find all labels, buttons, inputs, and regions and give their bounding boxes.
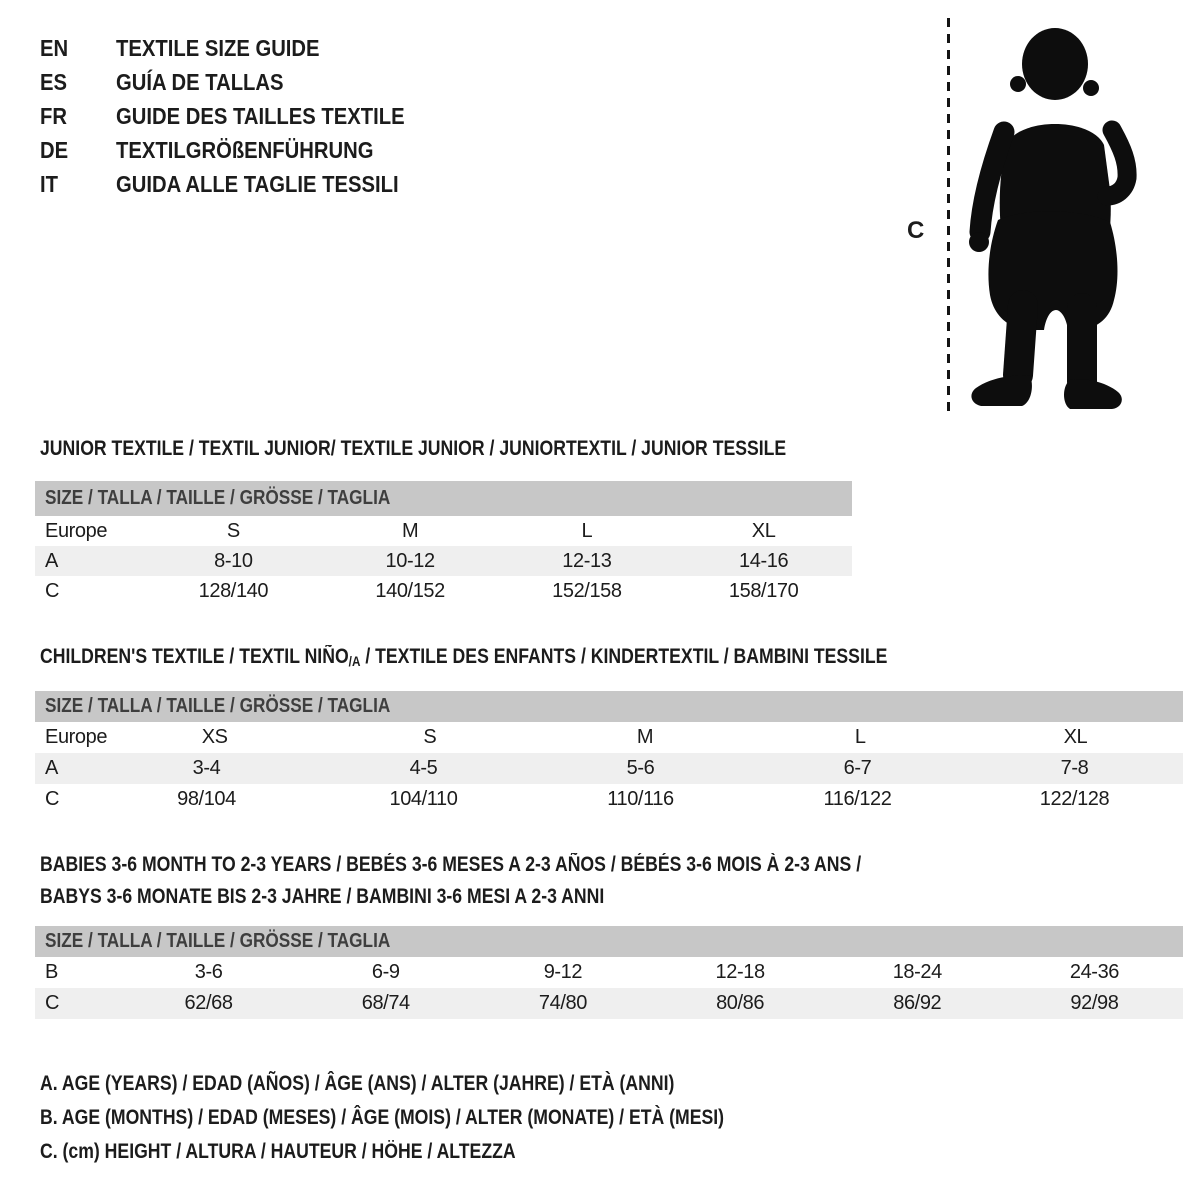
table-cell: 12-13 [562, 549, 612, 572]
table-cell: 110/116 [607, 788, 674, 810]
table-cell: 8-10 [214, 549, 253, 572]
table-cell: 152/158 [552, 579, 622, 602]
table-cell: 80/86 [716, 992, 765, 1014]
language-label: GUÍA DE TALLAS [116, 68, 284, 95]
children-section-title: CHILDREN'S TEXTILE / TEXTIL NIÑO/A / TEXTILE DES ENFANTS / KINDERTEXTIL / BAMBINI TESSILE [40, 645, 888, 669]
table-cell: 6-7 [843, 757, 872, 779]
title-subscript: /A [348, 653, 361, 669]
language-label: GUIDE DES TAILLES TEXTILE [116, 102, 405, 129]
table-cell: 86/92 [893, 992, 942, 1014]
region-label: Europe [45, 519, 108, 542]
table-cell: 116/122 [823, 788, 892, 810]
height-measure-dashed-line [947, 18, 950, 417]
language-code: IT [40, 170, 58, 197]
language-row-it [40, 167, 444, 201]
table-cell: 62/68 [184, 992, 233, 1014]
table-cell: 14-16 [739, 549, 789, 572]
table-row-a [35, 546, 852, 576]
table-cell: 128/140 [198, 579, 269, 602]
table-cell: 68/74 [361, 992, 410, 1014]
size-header-bar: SIZE / TALLA / TAILLE / GRÖSSE / TAGLIA [35, 691, 1183, 722]
table-header-row [35, 516, 852, 546]
language-list [40, 31, 444, 201]
table-cell: 3-4 [192, 757, 221, 779]
size-header-bar: SIZE / TALLA / TAILLE / GRÖSSE / TAGLIA [35, 481, 852, 516]
language-code: FR [40, 102, 67, 129]
table-cell: 158/170 [728, 579, 799, 602]
language-label: TEXTILE SIZE GUIDE [116, 34, 320, 61]
table-cell: 18-24 [892, 961, 942, 983]
table-row-c [35, 988, 1183, 1019]
language-row-en [40, 31, 444, 65]
table-cell: 92/98 [1070, 992, 1119, 1014]
table-cell: 104/110 [389, 788, 458, 810]
babies-size-table [35, 926, 1183, 1019]
row-label: B [45, 961, 58, 983]
language-code: EN [40, 34, 69, 61]
language-row-fr [40, 99, 444, 133]
table-cell: 5-6 [626, 757, 655, 779]
language-code: ES [40, 68, 68, 95]
row-label: A [45, 757, 58, 779]
column-header: S [226, 519, 240, 542]
height-measure-label: C [907, 217, 925, 244]
legend-note-b: B. AGE (MONTHS) / EDAD (MESES) / ÂGE (MOIS) / ALTER (MONATE) / ETÀ (MESI) [40, 1106, 725, 1129]
row-label: C [45, 788, 60, 810]
table-row-a [35, 753, 1183, 784]
table-cell: 122/128 [1039, 788, 1110, 810]
legend-note-a: A. AGE (YEARS) / EDAD (AÑOS) / ÂGE (ANS) / ALTER (JAHRE) / ETÀ (ANNI) [40, 1072, 675, 1095]
table-cell: 9-12 [543, 961, 583, 983]
table-row-b [35, 957, 1183, 988]
table-cell: 74/80 [538, 992, 587, 1014]
language-label: GUIDA ALLE TAGLIE TESSILI [116, 170, 399, 197]
region-label: Europe [45, 726, 108, 748]
table-cell: 10-12 [385, 549, 435, 572]
language-label: TEXTILGRÖßENFÜHRUNG [116, 136, 374, 163]
column-header: S [423, 726, 437, 748]
table-cell: 3-6 [194, 961, 223, 983]
size-header-bar: SIZE / TALLA / TAILLE / GRÖSSE / TAGLIA [35, 926, 1183, 957]
table-cell: 4-5 [409, 757, 438, 779]
babies-section-title: BABIES 3-6 MONTH TO 2-3 YEARS / BEBÉS 3-6 MESES A 2-3 AÑOS / BÉBÉS 3-6 MOIS À 2-3 ANS / BABYS 3-6 MONATE BIS 2-3 JAHRE / BAMBINI 3-6 MESI A 2-3 ANNI [40, 853, 862, 908]
column-header: XS [201, 726, 228, 748]
table-cell: 7-8 [1060, 757, 1089, 779]
language-code: DE [40, 136, 69, 163]
language-row-es [40, 65, 444, 99]
measurement-legend [40, 1072, 854, 1174]
toddler-silhouette [964, 20, 1140, 420]
column-header: M [636, 726, 654, 748]
table-cell: 12-18 [715, 961, 765, 983]
table-row-c [35, 576, 852, 606]
junior-size-table [35, 481, 852, 606]
table-cell: 24-36 [1069, 961, 1120, 983]
row-label: A [45, 549, 58, 572]
table-cell: 98/104 [177, 788, 236, 810]
table-cell: 140/152 [375, 579, 445, 602]
junior-section-title: JUNIOR TEXTILE / TEXTIL JUNIOR/ TEXTILE JUNIOR / JUNIORTEXTIL / JUNIOR TESSILE [40, 437, 787, 460]
children-size-table [35, 691, 1183, 815]
row-label: C [45, 579, 60, 602]
table-header-row [35, 722, 1183, 753]
column-header: L [854, 726, 866, 748]
column-header: XL [1063, 726, 1088, 748]
column-header: M [401, 519, 419, 542]
language-row-de [40, 133, 444, 167]
table-row-c [35, 784, 1183, 815]
row-label: C [45, 992, 60, 1014]
column-header: L [581, 519, 593, 542]
column-header: XL [751, 519, 776, 542]
legend-note-c: C. (cm) HEIGHT / ALTURA / HAUTEUR / HÖHE / ALTEZZA [40, 1140, 516, 1163]
table-cell: 6-9 [371, 961, 400, 983]
